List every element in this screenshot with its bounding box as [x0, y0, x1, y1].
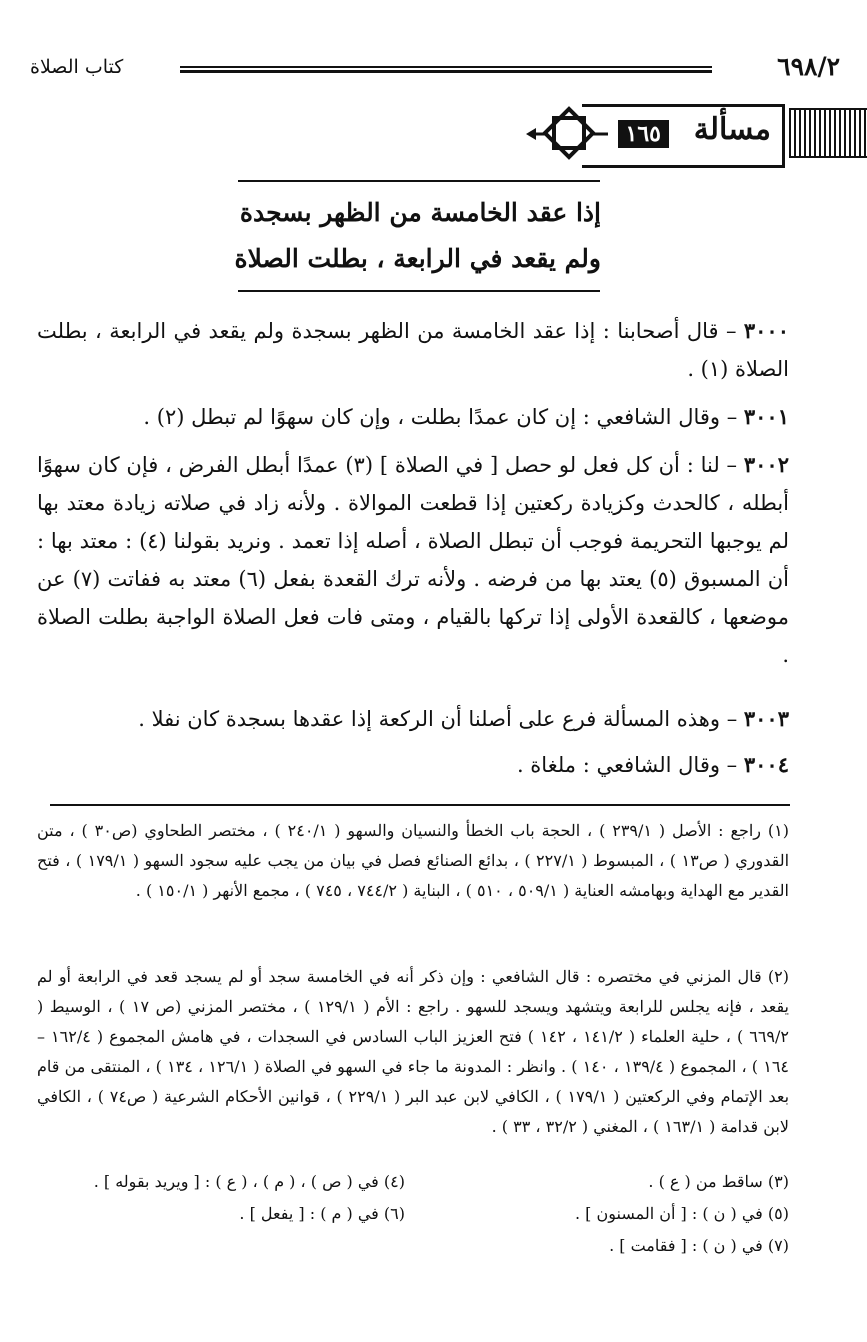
footnote-7: (٧) في ( ن ) : [ فقامت ] . — [609, 1236, 789, 1255]
issue-label: مسألة — [693, 112, 771, 147]
issue-title-line-1: إذا عقد الخامسة من الظهر بسجدة — [239, 198, 601, 227]
footnote-rule — [50, 804, 790, 806]
paragraph-3001 — [37, 398, 789, 436]
paragraph-text: – وهذه المسألة فرع على أصلنا أن الركعة إذا عقدها بسجدة كان نفلا . — [138, 707, 744, 731]
hatch-ornament — [789, 108, 867, 158]
paragraph-text: – وقال الشافعي : إن كان عمدًا بطلت ، وإن كان سهوًا لم تبطل (٢) . — [143, 405, 744, 429]
paragraph-number: ٣٠٠٠ — [743, 318, 789, 343]
title-rule-top — [238, 180, 600, 182]
paragraph-number: ٣٠٠٤ — [743, 752, 789, 777]
footnote-row-5-6 — [37, 1204, 789, 1234]
footnote-4: (٤) في ( ص ) ، ( م ) ، ( ع ) : [ ويريد بقوله ] . — [93, 1172, 405, 1191]
paragraph-number: ٣٠٠٣ — [743, 706, 789, 731]
title-rule-bottom — [238, 290, 600, 292]
star-ornament-icon — [518, 104, 608, 164]
footnote-row-7 — [37, 1236, 789, 1266]
paragraph-3003 — [37, 700, 789, 738]
paragraph-number: ٣٠٠١ — [743, 404, 789, 429]
paragraph-3000 — [37, 312, 789, 388]
issue-number: ١٦٥ — [618, 120, 669, 148]
book-title: كتاب الصلاة — [30, 56, 124, 78]
footnote-2: (٢) قال المزني في مختصره : قال الشافعي : وإن ذكر أنه في الخامسة سجد أو لم يسجد قعد في الرابعة أو لم يقعد ، فإنه يجلس للرابعة ويتشهد ويسجد للسهو . راجع : الأم ( ١٢٩/١ ) ، مختصر المزني (ص ١٧ ) ، الوسيط ( ٦٦٩/٢ ) ، حلية العلماء ( ١٤١/٢ ، ١٤٢ ) فتح العزيز الباب السادس في السجدات ، في هامش المجموع ( ١٦٢/٤ – ١٦٤ ) ، المجموع ( ١٣٩/٤ ، ١٤٠ ) . وانظر : المدونة ما جاء في السهو في الصلاة ( ١٢٦/١ ، ١٣٤ ) ، المنتقى من قام بعد الإتمام وفي الركعتين ( ١٧٩/١ ) ، الكافي لابن عبد البر ( ٢٢٩/١ ) ، قوانين الأحكام الشرعية ( ص٧٤ ) ، الكافي لابن قدامة ( ١٦٣/١ ) ، المغني ( ٣٢/٢ ، ٣٣ ) . — [37, 967, 790, 1136]
header-rule — [180, 66, 712, 72]
footnote-row-3-4 — [37, 1172, 789, 1202]
paragraph-text: – لنا : أن كل فعل لو حصل [ في الصلاة ] (٣) عمدًا أبطل الفرض ، فإن كان سهوًا أبطله ، كالحدث وكزيادة ركعتين إذا قطعت الموالاة . ولأنه زاد في صلاته زيادة معتد بها لم يوجبها التحريمة فوجب أن تبطل الصلاة ، أصله إذا تعمد . ونريد بقولنا (٤) : معتد بها : أن المسبوق (٥) يعتد بها من فرضه . ولأنه ترك القعدة بفعل (٦) معتد به ففاتت (٧) عن موضعها ، كالقعدة الأولى إذا تركها بالقيام ، ومتى فات فعل الصلاة الواجبة بطلت الصلاة . — [37, 453, 790, 667]
paragraph-text: – قال أصحابنا : إذا عقد الخامسة من الظهر بسجدة ولم يقعد في الرابعة ، بطلت الصلاة (١) . — [37, 319, 789, 381]
running-header — [30, 52, 840, 88]
paragraph-number: ٣٠٠٢ — [743, 452, 789, 477]
page-number: ٦٩٨/٢ — [777, 52, 840, 81]
paragraph-3002 — [37, 446, 789, 674]
paragraph-text: – وقال الشافعي : ملغاة . — [516, 753, 744, 777]
issue-title-line-2: ولم يقعد في الرابعة ، بطلت الصلاة — [234, 244, 601, 273]
issue-banner — [0, 104, 867, 166]
footnote-5: (٥) في ( ن ) : [ أن المسنون ] . — [574, 1204, 789, 1223]
paragraph-3004 — [37, 746, 789, 784]
footnote-3: (٣) ساقط من ( ع ) . — [648, 1172, 789, 1191]
footnote-6: (٦) في ( م ) : [ يفعل ] . — [239, 1204, 405, 1223]
footnote-1: (١) راجع : الأصل ( ٢٣٩/١ ) ، الحجة باب الخطأ والنسيان والسهو ( ٢٤٠/١ ) ، مختصر الطحاوي (ص٣٠ ) ، متن القدوري ( ص١٣ ) ، المبسوط ( ٢٢٧/١ ) ، بدائع الصنائع فصل في بيان من يجب عليه سجود السهو ( ١٧٩/١ ) ، فتح القدير مع الهداية وبهامشه العناية ( ٥٠٩/١ ، ٥١٠ ) ، البناية ( ٧٤٤/٢ ، ٧٤٥ ) ، مجمع الأنهر ( ١٥٠/١ ) . — [37, 821, 790, 900]
